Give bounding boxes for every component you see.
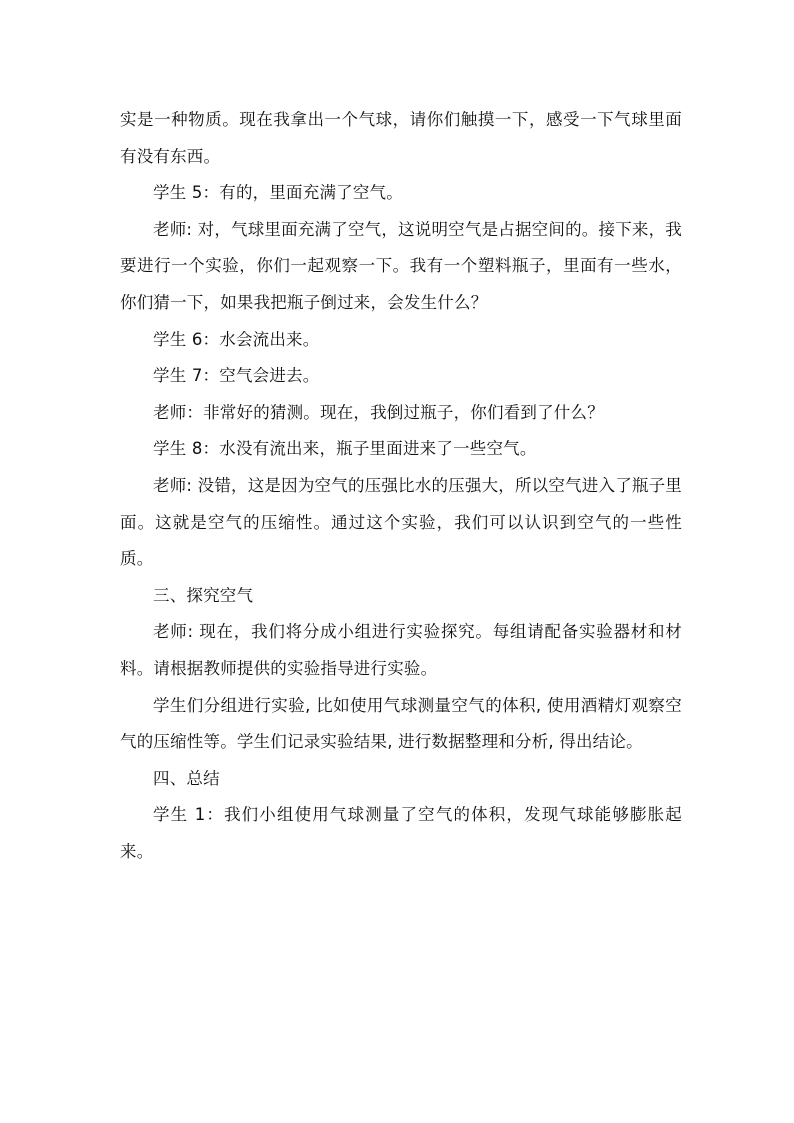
section-heading: 四、总结: [153, 768, 220, 788]
paragraph: 学生 5：有的，里面充满了空气。: [153, 183, 403, 203]
paragraph: 老师: 对，气球里面充满了空气，这说明空气是占据空间的。接下来，我要进行一个实验，你们一起观察一下。我有一个塑料瓶子，里面有一些水，你们猜一下，如果我把瓶子倒过来，会发生什么？: [120, 219, 682, 312]
paragraph: 老师: 现在，我们将分成小组进行实验探究。每组请配备实验器材和材料。请根据教师提供的实验指导进行实验。: [120, 622, 682, 678]
section-heading: 三、探究空气: [153, 585, 254, 605]
document-body: [120, 102, 682, 870]
paragraph: 老师：非常好的猜测。现在，我倒过瓶子，你们看到了什么？: [153, 402, 604, 422]
paragraph: 学生 8：水没有流出来，瓶子里面进来了一些空气。: [153, 439, 537, 459]
paragraph: 实是一种物质。现在我拿出一个气球，请你们触摸一下，感受一下气球里面有没有东西。: [120, 110, 682, 166]
paragraph: 学生 7：空气会进去。: [153, 366, 320, 386]
paragraph: 学生 6：水会流出来。: [153, 329, 320, 349]
paragraph: 学生 1：我们小组使用气球测量了空气的体积，发现气球能够膨胀起来。: [120, 805, 682, 861]
paragraph: 学生们分组进行实验, 比如使用气球测量空气的体积, 使用酒精灯观察空气的压缩性等。学生们记录实验结果, 进行数据整理和分析, 得出结论。: [120, 695, 682, 752]
paragraph: 老师: 没错，这是因为空气的压强比水的压强大，所以空气进入了瓶子里面。这就是空气的压缩性。通过这个实验，我们可以认识到空气的一些性质。: [120, 475, 682, 569]
